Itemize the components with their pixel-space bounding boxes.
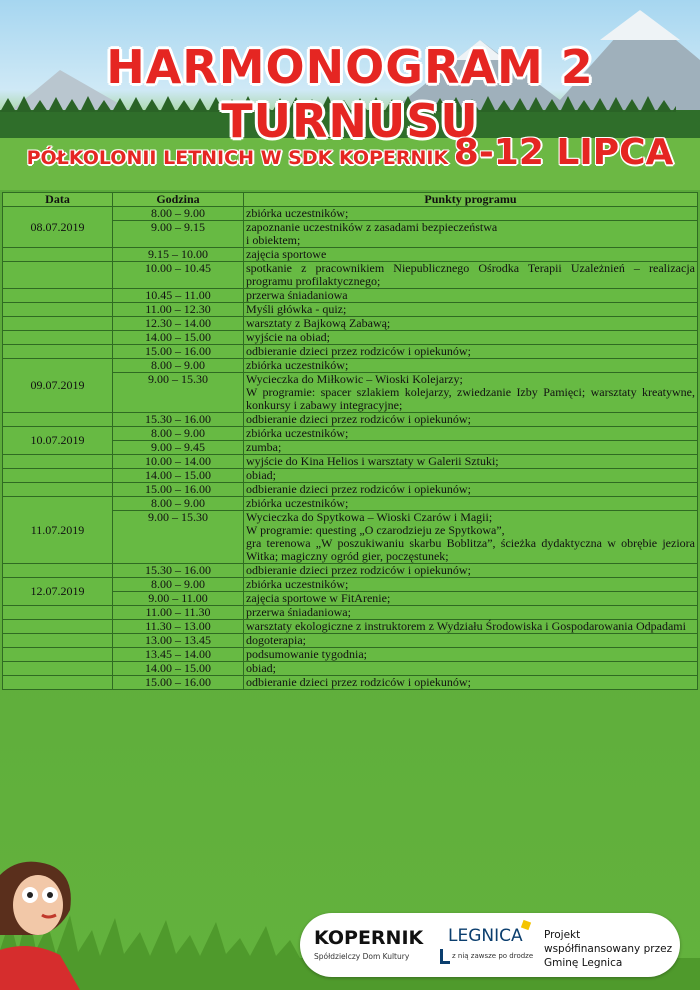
cell-date: 08.07.2019 xyxy=(3,207,113,248)
cell-date: 10.07.2019 xyxy=(3,427,113,455)
cell-hour: 8.00 – 9.00 xyxy=(113,578,244,592)
cell-date-empty xyxy=(3,662,113,676)
cell-hour: 13.00 – 13.45 xyxy=(113,634,244,648)
cell-date-empty xyxy=(3,303,113,317)
table-row xyxy=(3,662,698,676)
cell-hour: 14.00 – 15.00 xyxy=(113,331,244,345)
table-row xyxy=(3,248,698,262)
cell-program: zbiórka uczestników; xyxy=(244,359,698,373)
cell-program: zapoznanie uczestników z zasadami bezpieczeństwa i obiektem; xyxy=(244,221,698,248)
table-row xyxy=(3,469,698,483)
table-header-row xyxy=(3,193,698,207)
legnica-logo: LEGNICA xyxy=(448,926,523,946)
cell-date-empty xyxy=(3,289,113,303)
table-row xyxy=(3,606,698,620)
cell-program: zumba; xyxy=(244,441,698,455)
cell-hour: 9.00 – 9.15 xyxy=(113,221,244,248)
cell-hour: 8.00 – 9.00 xyxy=(113,497,244,511)
cell-program: zbiórka uczestników; xyxy=(244,427,698,441)
cell-hour: 15.30 – 16.00 xyxy=(113,413,244,427)
cell-program: obiad; xyxy=(244,662,698,676)
header-date: Data xyxy=(3,193,113,207)
schedule-table xyxy=(2,192,698,690)
cell-program: odbieranie dzieci przez rodziców i opiekunów; xyxy=(244,483,698,497)
cell-program: wyjście na obiad; xyxy=(244,331,698,345)
header-hour: Godzina xyxy=(113,193,244,207)
cell-program: odbieranie dzieci przez rodziców i opiekunów; xyxy=(244,345,698,359)
cell-date: 09.07.2019 xyxy=(3,359,113,413)
cell-program: zajęcia sportowe xyxy=(244,248,698,262)
cell-program: zbiórka uczestników; xyxy=(244,497,698,511)
cell-program: odbieranie dzieci przez rodziców i opiekunów; xyxy=(244,413,698,427)
table-row xyxy=(3,303,698,317)
cell-program: warsztaty z Bajkową Zabawą; xyxy=(244,317,698,331)
table-row xyxy=(3,345,698,359)
cell-date-empty xyxy=(3,676,113,690)
cell-hour: 10.45 – 11.00 xyxy=(113,289,244,303)
cell-hour: 8.00 – 9.00 xyxy=(113,427,244,441)
cell-program: odbieranie dzieci przez rodziców i opiekunów; xyxy=(244,564,698,578)
table-row xyxy=(3,331,698,345)
cell-program: Myśli główka - quiz; xyxy=(244,303,698,317)
cell-hour: 10.00 – 14.00 xyxy=(113,455,244,469)
kopernik-subtitle: Spółdzielczy Dom Kultury xyxy=(314,952,410,961)
cell-program: obiad; xyxy=(244,469,698,483)
table-row xyxy=(3,317,698,331)
cell-program: spotkanie z pracownikiem Niepublicznego Ośrodka Terapii Uzależnień – realizacja programu profilaktycznego; xyxy=(244,262,698,289)
table-row xyxy=(3,359,698,373)
cell-hour: 15.30 – 16.00 xyxy=(113,564,244,578)
cell-hour: 13.45 – 14.00 xyxy=(113,648,244,662)
copernicus-character xyxy=(0,855,90,990)
table-row xyxy=(3,620,698,634)
table-row xyxy=(3,207,698,221)
table-row xyxy=(3,483,698,497)
table-row xyxy=(3,455,698,469)
cell-program: podsumowanie tygodnia; xyxy=(244,648,698,662)
table-row xyxy=(3,634,698,648)
cell-hour: 14.00 – 15.00 xyxy=(113,469,244,483)
cell-hour: 11.00 – 12.30 xyxy=(113,303,244,317)
cell-date-empty xyxy=(3,648,113,662)
table-row xyxy=(3,578,698,592)
cell-date-empty xyxy=(3,413,113,427)
cell-program: przerwa śniadaniowa; xyxy=(244,606,698,620)
cell-date-empty xyxy=(3,564,113,578)
cell-hour: 15.00 – 16.00 xyxy=(113,676,244,690)
cell-date-empty xyxy=(3,620,113,634)
cell-date-empty xyxy=(3,317,113,331)
table-row xyxy=(3,497,698,511)
cell-program: zbiórka uczestników; xyxy=(244,207,698,221)
subtitle-dates: 8-12 LIPCA xyxy=(453,132,674,173)
cell-hour: 9.00 – 15.30 xyxy=(113,511,244,564)
cell-date-empty xyxy=(3,345,113,359)
cell-program: zbiórka uczestników; xyxy=(244,578,698,592)
header-program: Punkty programu xyxy=(244,193,698,207)
legnica-slogan: z nią zawsze po drodze xyxy=(452,952,534,960)
table-row xyxy=(3,289,698,303)
table-row xyxy=(3,648,698,662)
cell-date: 11.07.2019 xyxy=(3,497,113,564)
cell-date: 12.07.2019 xyxy=(3,578,113,606)
cell-date-empty xyxy=(3,248,113,262)
schedule-body xyxy=(3,207,698,690)
cell-date-empty xyxy=(3,331,113,345)
table-row xyxy=(3,676,698,690)
cell-date-empty xyxy=(3,262,113,289)
project-note: Projekt współfinansowany przez Gminę Legnica xyxy=(544,929,673,969)
cell-date-empty xyxy=(3,469,113,483)
cell-hour: 9.00 – 15.30 xyxy=(113,373,244,413)
cell-hour: 15.00 – 16.00 xyxy=(113,345,244,359)
cell-hour: 8.00 – 9.00 xyxy=(113,207,244,221)
sponsor-logos xyxy=(300,913,680,977)
cell-hour: 8.00 – 9.00 xyxy=(113,359,244,373)
cell-hour: 9.00 – 11.00 xyxy=(113,592,244,606)
cell-program: warsztaty ekologiczne z instruktorem z Wydziału Środowiska i Gospodarowania Odpadami xyxy=(244,620,698,634)
table-row xyxy=(3,262,698,289)
subtitle xyxy=(0,132,700,173)
kopernik-logo: KOPERNIK xyxy=(314,927,424,949)
cell-program: odbieranie dzieci przez rodziców i opiekunów; xyxy=(244,676,698,690)
cell-program: Wycieczka do Miłkowic – Wioski Kolejarzy; W programie: spacer szlakiem kolejarzy, zwiedzanie Izby Pamięci; warsztaty kreatywne, konkursy i zabawy integracyjne; xyxy=(244,373,698,413)
cell-hour: 11.30 – 13.00 xyxy=(113,620,244,634)
cell-hour: 12.30 – 14.00 xyxy=(113,317,244,331)
cell-date-empty xyxy=(3,634,113,648)
cell-date-empty xyxy=(3,483,113,497)
cell-hour: 9.15 – 10.00 xyxy=(113,248,244,262)
table-row xyxy=(3,427,698,441)
cell-program: zajęcia sportowe w FitArenie; xyxy=(244,592,698,606)
cell-hour: 9.00 – 9.45 xyxy=(113,441,244,455)
subtitle-camp: PÓŁKOLONII LETNICH W SDK KOPERNIK xyxy=(26,147,449,169)
cell-date-empty xyxy=(3,455,113,469)
cell-program: przerwa śniadaniowa xyxy=(244,289,698,303)
cell-date-empty xyxy=(3,606,113,620)
table-row xyxy=(3,413,698,427)
legnica-logo-mark xyxy=(440,949,450,964)
cell-hour: 14.00 – 15.00 xyxy=(113,662,244,676)
table-row xyxy=(3,564,698,578)
cell-hour: 11.00 – 11.30 xyxy=(113,606,244,620)
cell-hour: 10.00 – 10.45 xyxy=(113,262,244,289)
page-title: HARMONOGRAM 2 TURNUSU xyxy=(106,40,594,148)
cell-hour: 15.00 – 16.00 xyxy=(113,483,244,497)
cell-program: dogoterapia; xyxy=(244,634,698,648)
cell-program: Wycieczka do Spytkowa – Wioski Czarów i Magii; W programie: questing „O czarodzieju ze Spytkowa”, gra terenowa „W poszukiwaniu skarbu Boblitza”, ścieżka dydaktyczna w obrębie jeziora Witka; magiczny ogród gier, poczęstunek; xyxy=(244,511,698,564)
cell-program: wyjście do Kina Helios i warsztaty w Galerii Sztuki; xyxy=(244,455,698,469)
